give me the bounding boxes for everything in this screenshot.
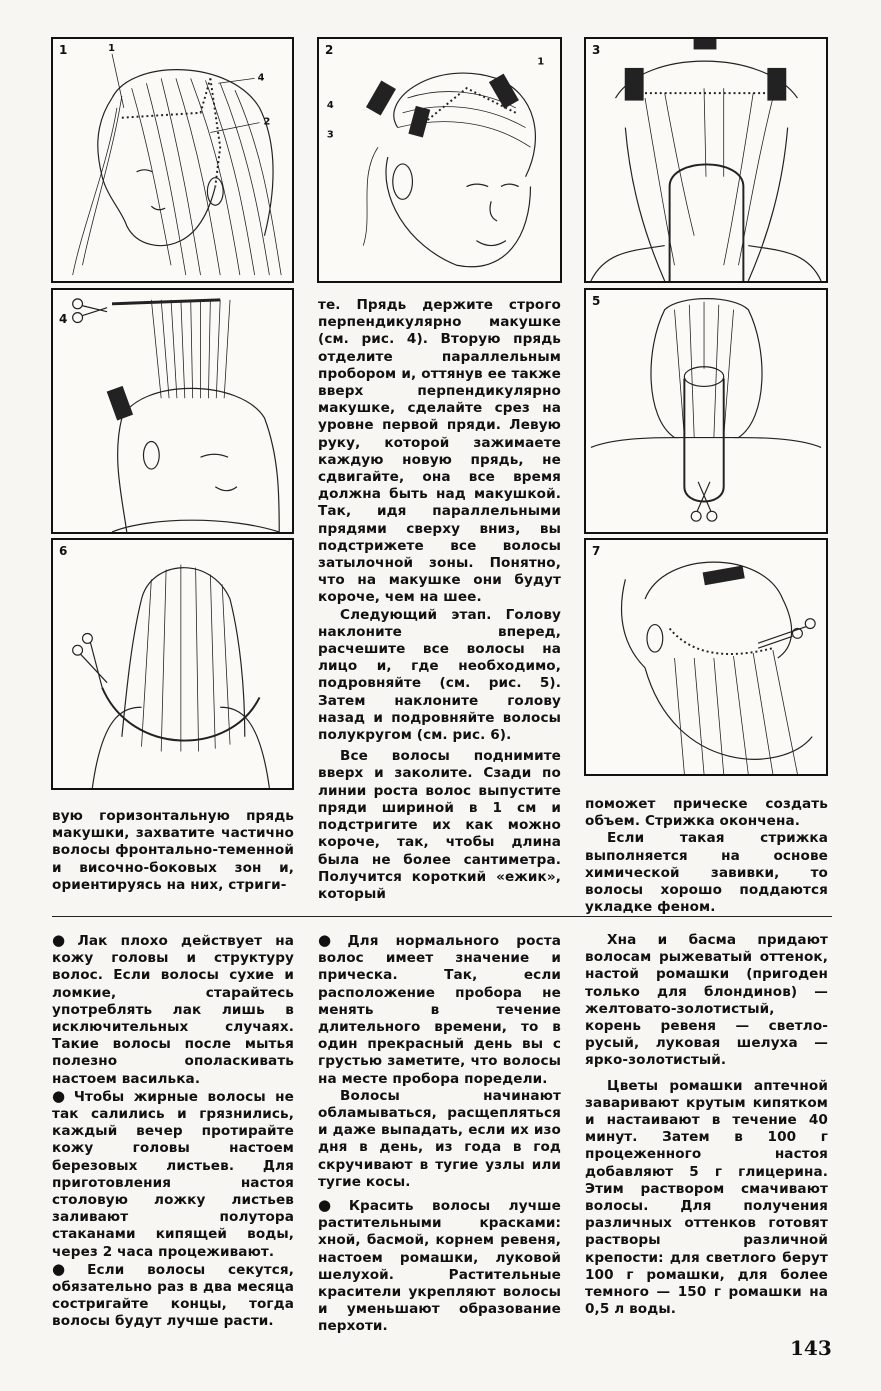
figure-number: 7	[592, 544, 601, 558]
paragraph: Следующий этап. Голову наклоните вперед, расчешите все волосы на лицо и, где необходимо, подровняйте (см. рис. 5). Затем наклоните голову назад и подровняйте волосы полукругом (см. рис. 6).	[318, 606, 561, 744]
bullet-icon: ●	[318, 1196, 345, 1215]
bullet-icon: ●	[318, 931, 344, 949]
paragraph: те. Прядь держите строго перпендикулярно макушке (см. рис. 4). Вторую прядь отделите параллельным пробором и, оттянув ее также вверх перпендикулярно макушке, сделайте срез на уровне первой пряди. Левую руку, которой зажимаете каждую новую прядь, не сдвигайте, она все время должна быть над макушкой. Так, идя параллельными прядями сверху вниз, вы подстрижете все волосы затылочной зоны. Понятно, что на макушке они будут короче, чем на шее.	[318, 297, 561, 606]
paragraph: Если такая стрижка выполняется на основе химической завивки, то волосы хорошо поддаются укладке феном.	[585, 830, 828, 916]
tips-right-column	[585, 932, 828, 1318]
figure-2-label-1: 1	[537, 56, 545, 68]
paragraph: поможет прическе создать объем. Стрижка окончена.	[585, 796, 828, 830]
right-column-text	[585, 796, 828, 916]
page-number: 143	[790, 1336, 832, 1360]
figure-number: 5	[592, 294, 601, 308]
middle-column-text	[318, 297, 561, 903]
paragraph: вую горизонтальную прядь макушки, захватите частично волосы фронтально-теменной и височно-боковых зон и, ориентируясь на них, стриги-	[52, 808, 294, 893]
tips-middle-column	[318, 932, 561, 1336]
tip-text: Лак плохо действует на кожу головы и структуру волос. Если волосы сухие и ломкие, старайтесь употреблять лак лишь в исключительных случаях. Такие волосы после мытья полезно ополаскивать настоем василька.	[52, 933, 294, 1087]
tip-item	[318, 932, 561, 1088]
figure-4	[51, 288, 294, 534]
figure-5-illustration	[586, 290, 826, 532]
figure-6-illustration	[53, 540, 292, 788]
figure-3-illustration	[586, 39, 826, 281]
figure-2-illustration	[319, 39, 560, 281]
bullet-icon: ●	[52, 1086, 70, 1105]
figure-1-label-1: 1	[108, 42, 115, 54]
tip-item	[318, 1197, 561, 1336]
figure-1-label-2: 2	[263, 116, 271, 128]
paragraph: Волосы начинают обламываться, расщепляться и даже выпадать, если их изо дня в день, из года в год скручивают в тугие узлы или тугие косы.	[318, 1087, 561, 1190]
tip-text: Красить волосы лучше растительными красками: хной, басмой, корнем ревеня, настоем ромашки, луковой шелухой. Растительные красители укрепляют волосы и уменьшают образование перхоти.	[318, 1198, 561, 1335]
tip-item	[52, 1261, 294, 1331]
tip-item	[52, 1088, 294, 1261]
paragraph: Цветы ромашки аптечной заваривают крутым кипятком и настаивают в течение 40 минут. Затем в 100 г процеженного настоя добавляют 5 г глицерина. Этим раствором смачивают волосы. Для получения различных оттенков готовят растворы различной крепости: для светлого берут 100 г ромашки, для более темного — 150 г ромашки на 0,5 л воды.	[585, 1077, 828, 1318]
bullet-icon: ●	[52, 1259, 84, 1278]
tip-text: Если волосы секутся, обязательно раз в два месяца состригайте концы, тогда волосы будут лучше расти.	[52, 1261, 294, 1330]
figure-2	[317, 37, 562, 283]
figure-6	[51, 538, 294, 790]
figure-number: 1	[59, 43, 68, 57]
figure-2-label-3: 3	[326, 129, 334, 141]
figure-number: 6	[59, 544, 68, 558]
figure-5	[584, 288, 828, 534]
figure-number: 2	[325, 43, 334, 57]
section-divider	[52, 916, 832, 917]
left-column-text	[52, 808, 294, 894]
tips-left-column	[52, 932, 294, 1331]
figure-1-illustration	[53, 39, 292, 281]
bullet-icon: ●	[52, 931, 74, 949]
paragraph: Хна и басма придают волосам рыжеватый оттенок, настой ромашки (пригоден только для блондинов) — желтовато-золотистый, корень ревеня — светло-русый, луковая шелуха — ярко-золотистый.	[585, 932, 828, 1069]
tip-text: Чтобы жирные волосы не так салились и грязнились, каждый вечер протирайте кожу головы настоем березовых листьев. Для приготовления настоя столовую ложку листьев заливают полутора стаканами кипящей воды, через 2 часа процеживают.	[52, 1088, 294, 1260]
figure-4-illustration	[53, 290, 292, 532]
figure-7	[584, 538, 828, 776]
figure-1	[51, 37, 294, 283]
figure-3	[584, 37, 828, 283]
tip-item	[52, 932, 294, 1088]
figure-number: 3	[592, 43, 601, 57]
paragraph: Все волосы поднимите вверх и заколите. Сзади по линии роста волос выпустите пряди шириной в 1 см и подстригите их как можно короче, так, чтобы длина была не более сантиметра. Получится короткий «ежик», который	[318, 748, 561, 902]
tip-text: Для нормального роста волос имеет значение и прическа. Так, если расположение пробора не менять в течение длительного времени, то в один прекрасный день вы с грустью заметите, что волосы на месте пробора поредели.	[318, 933, 561, 1087]
figure-2-label-4: 4	[326, 99, 334, 111]
figure-1-label-4: 4	[257, 72, 265, 84]
figure-number: 4	[59, 312, 68, 326]
figure-7-illustration	[586, 540, 826, 774]
